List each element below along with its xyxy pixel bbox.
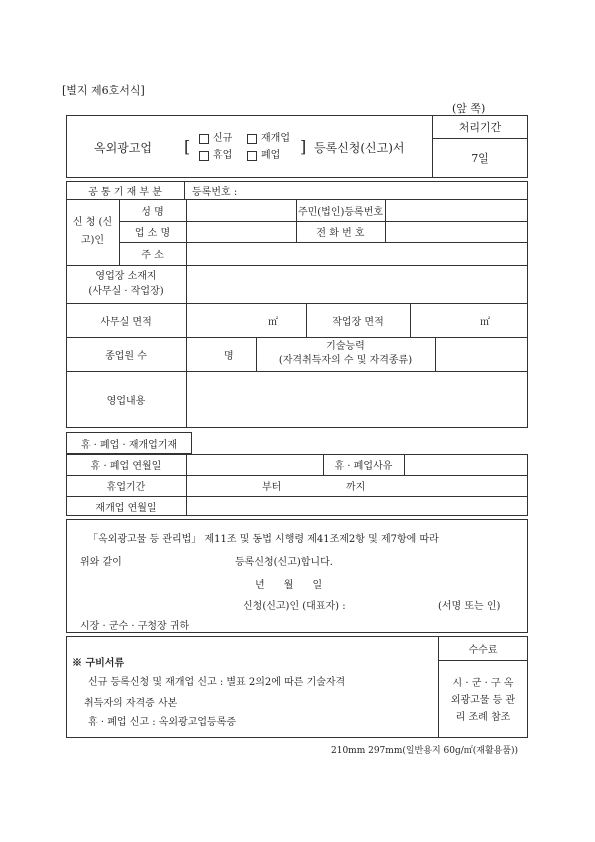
- tech-capability-label: [256, 337, 435, 371]
- new-checkbox[interactable]: [199, 134, 209, 144]
- business-type-options: [199, 130, 309, 164]
- paper-spec-footer: 210mm 297mm(일반용지 60g/㎡(재활용품)): [331, 746, 519, 756]
- office-area-label: 사무실 면적: [100, 316, 152, 328]
- tech-capability-field[interactable]: [436, 338, 527, 370]
- option-reopen[interactable]: [247, 133, 290, 144]
- common-section-label: 공 통 기 재 부 분: [88, 187, 162, 198]
- suspension-reason-field[interactable]: [405, 455, 527, 474]
- business-name-field[interactable]: [187, 222, 295, 241]
- reopen-checkbox[interactable]: [247, 134, 257, 144]
- fee-note-line3: 리 조례 참조: [455, 711, 511, 723]
- staff-count-unit: 명: [224, 350, 234, 362]
- option-suspend[interactable]: [199, 147, 247, 164]
- address-field[interactable]: [187, 243, 527, 264]
- fee-note: [438, 662, 528, 738]
- common-divider: [184, 181, 185, 200]
- period-from-label: 부터: [262, 482, 282, 493]
- option-suspend-label: 휴업: [213, 150, 233, 161]
- workshop-area-label: 작업장 면적: [332, 316, 384, 328]
- fee-label: 수수료: [468, 644, 498, 656]
- applicant-name-field[interactable]: [187, 200, 295, 220]
- declaration-recipient: 시장 · 군수 · 구청장 귀하: [80, 621, 190, 632]
- title-suffix: 등록신청(신고)서: [314, 140, 405, 155]
- applicant-group-label: 신 청 (신 고)인: [72, 217, 113, 246]
- processing-period-value: 7일: [471, 152, 489, 165]
- fee-note-line1: 시 · 군 · 구 옥: [452, 677, 514, 689]
- phone-number-field[interactable]: [386, 222, 527, 241]
- location-label-line1: 영업장 소재지: [95, 271, 157, 282]
- location-label-line2: (사무실 · 작업장): [88, 286, 164, 297]
- suspension-period-label: 휴업기간: [106, 482, 146, 493]
- location-field[interactable]: [187, 266, 527, 302]
- reopen-date-field[interactable]: [187, 497, 527, 515]
- staff-count-label: 종업원 수: [105, 350, 147, 362]
- documents-title: ※ 구비서류: [72, 658, 125, 669]
- form-number-label: [별지 제6호서식]: [62, 84, 145, 97]
- reopen-date-label: 재개업 연월일: [95, 502, 157, 514]
- location-label: [66, 265, 186, 303]
- tech-capability-line2: (자격취득자의 수 및 자격종류): [278, 355, 413, 366]
- option-new[interactable]: [199, 130, 247, 147]
- office-area-field[interactable]: [187, 304, 265, 336]
- option-close-label: 폐업: [261, 150, 281, 161]
- declaration-line2-suffix: 등록신청(신고)합니다.: [235, 557, 333, 568]
- close-checkbox[interactable]: [247, 151, 257, 161]
- suspension-period-field[interactable]: [187, 476, 527, 495]
- suspension-date-field[interactable]: [187, 455, 322, 474]
- title-prefix: 옥외광고업: [94, 140, 152, 155]
- tech-capability-line1: 기술능력: [326, 341, 365, 352]
- phone-number-label: 전 화 번 호: [316, 228, 365, 239]
- option-new-label: 신규: [213, 133, 233, 144]
- suspension-reason-label: 휴 · 폐업사유: [334, 461, 393, 472]
- fee-note-line2: 외광고물 등 관: [450, 694, 516, 706]
- option-reopen-label: 재개업: [261, 133, 290, 144]
- address-label: 주 소: [141, 250, 164, 261]
- suspension-section-label: 휴 · 폐업 · 재개업기재: [80, 439, 178, 451]
- fee-header-line: [438, 660, 528, 661]
- suspend-checkbox[interactable]: [199, 151, 209, 161]
- processing-period-label: 처리기간: [458, 120, 502, 134]
- declaration-line2-prefix: 위와 같이: [80, 557, 122, 568]
- documents-item1-line1: 신규 등록신청 및 재개업 신고 : 별표 2의2에 따른 기술자격: [88, 677, 346, 688]
- declaration-sign-note: (서명 또는 인): [438, 601, 501, 612]
- registration-number-label: 등록번호 :: [192, 187, 238, 198]
- business-content-label: 영업내용: [106, 396, 146, 407]
- documents-item2: 휴 · 폐업 신고 : 옥외광고업등록증: [88, 717, 237, 728]
- title-bracket-open: [: [184, 136, 191, 156]
- suspension-date-label: 휴 · 폐업 연월일: [90, 461, 162, 472]
- declaration-line1: 「옥외광고물 등 관리법」 제11조 및 동법 시행령 제41조제2항 및 제7항에 따라: [88, 534, 439, 545]
- workshop-area-unit: ㎡: [480, 316, 490, 328]
- period-to-label: 까지: [346, 482, 366, 493]
- page-side-label: (앞 쪽): [452, 102, 486, 115]
- business-content-field[interactable]: [187, 372, 527, 427]
- option-close[interactable]: [247, 150, 280, 161]
- business-name-label: 업 소 명: [134, 228, 171, 239]
- declaration-date: 년 월 일: [255, 580, 323, 591]
- resident-number-label: 주민(법인)등록번호: [297, 206, 384, 218]
- applicant-name-label: 성 명: [141, 206, 164, 218]
- documents-item1-line2: 취득자의 자격증 사본: [84, 698, 178, 709]
- resident-number-field[interactable]: [386, 200, 527, 220]
- title-bracket-close: ]: [300, 136, 307, 156]
- declaration-signer: 신청(신고)인 (대표자) :: [243, 601, 346, 612]
- workshop-area-field[interactable]: [411, 304, 477, 336]
- staff-count-field[interactable]: [187, 338, 221, 370]
- office-area-unit: ㎡: [268, 316, 278, 328]
